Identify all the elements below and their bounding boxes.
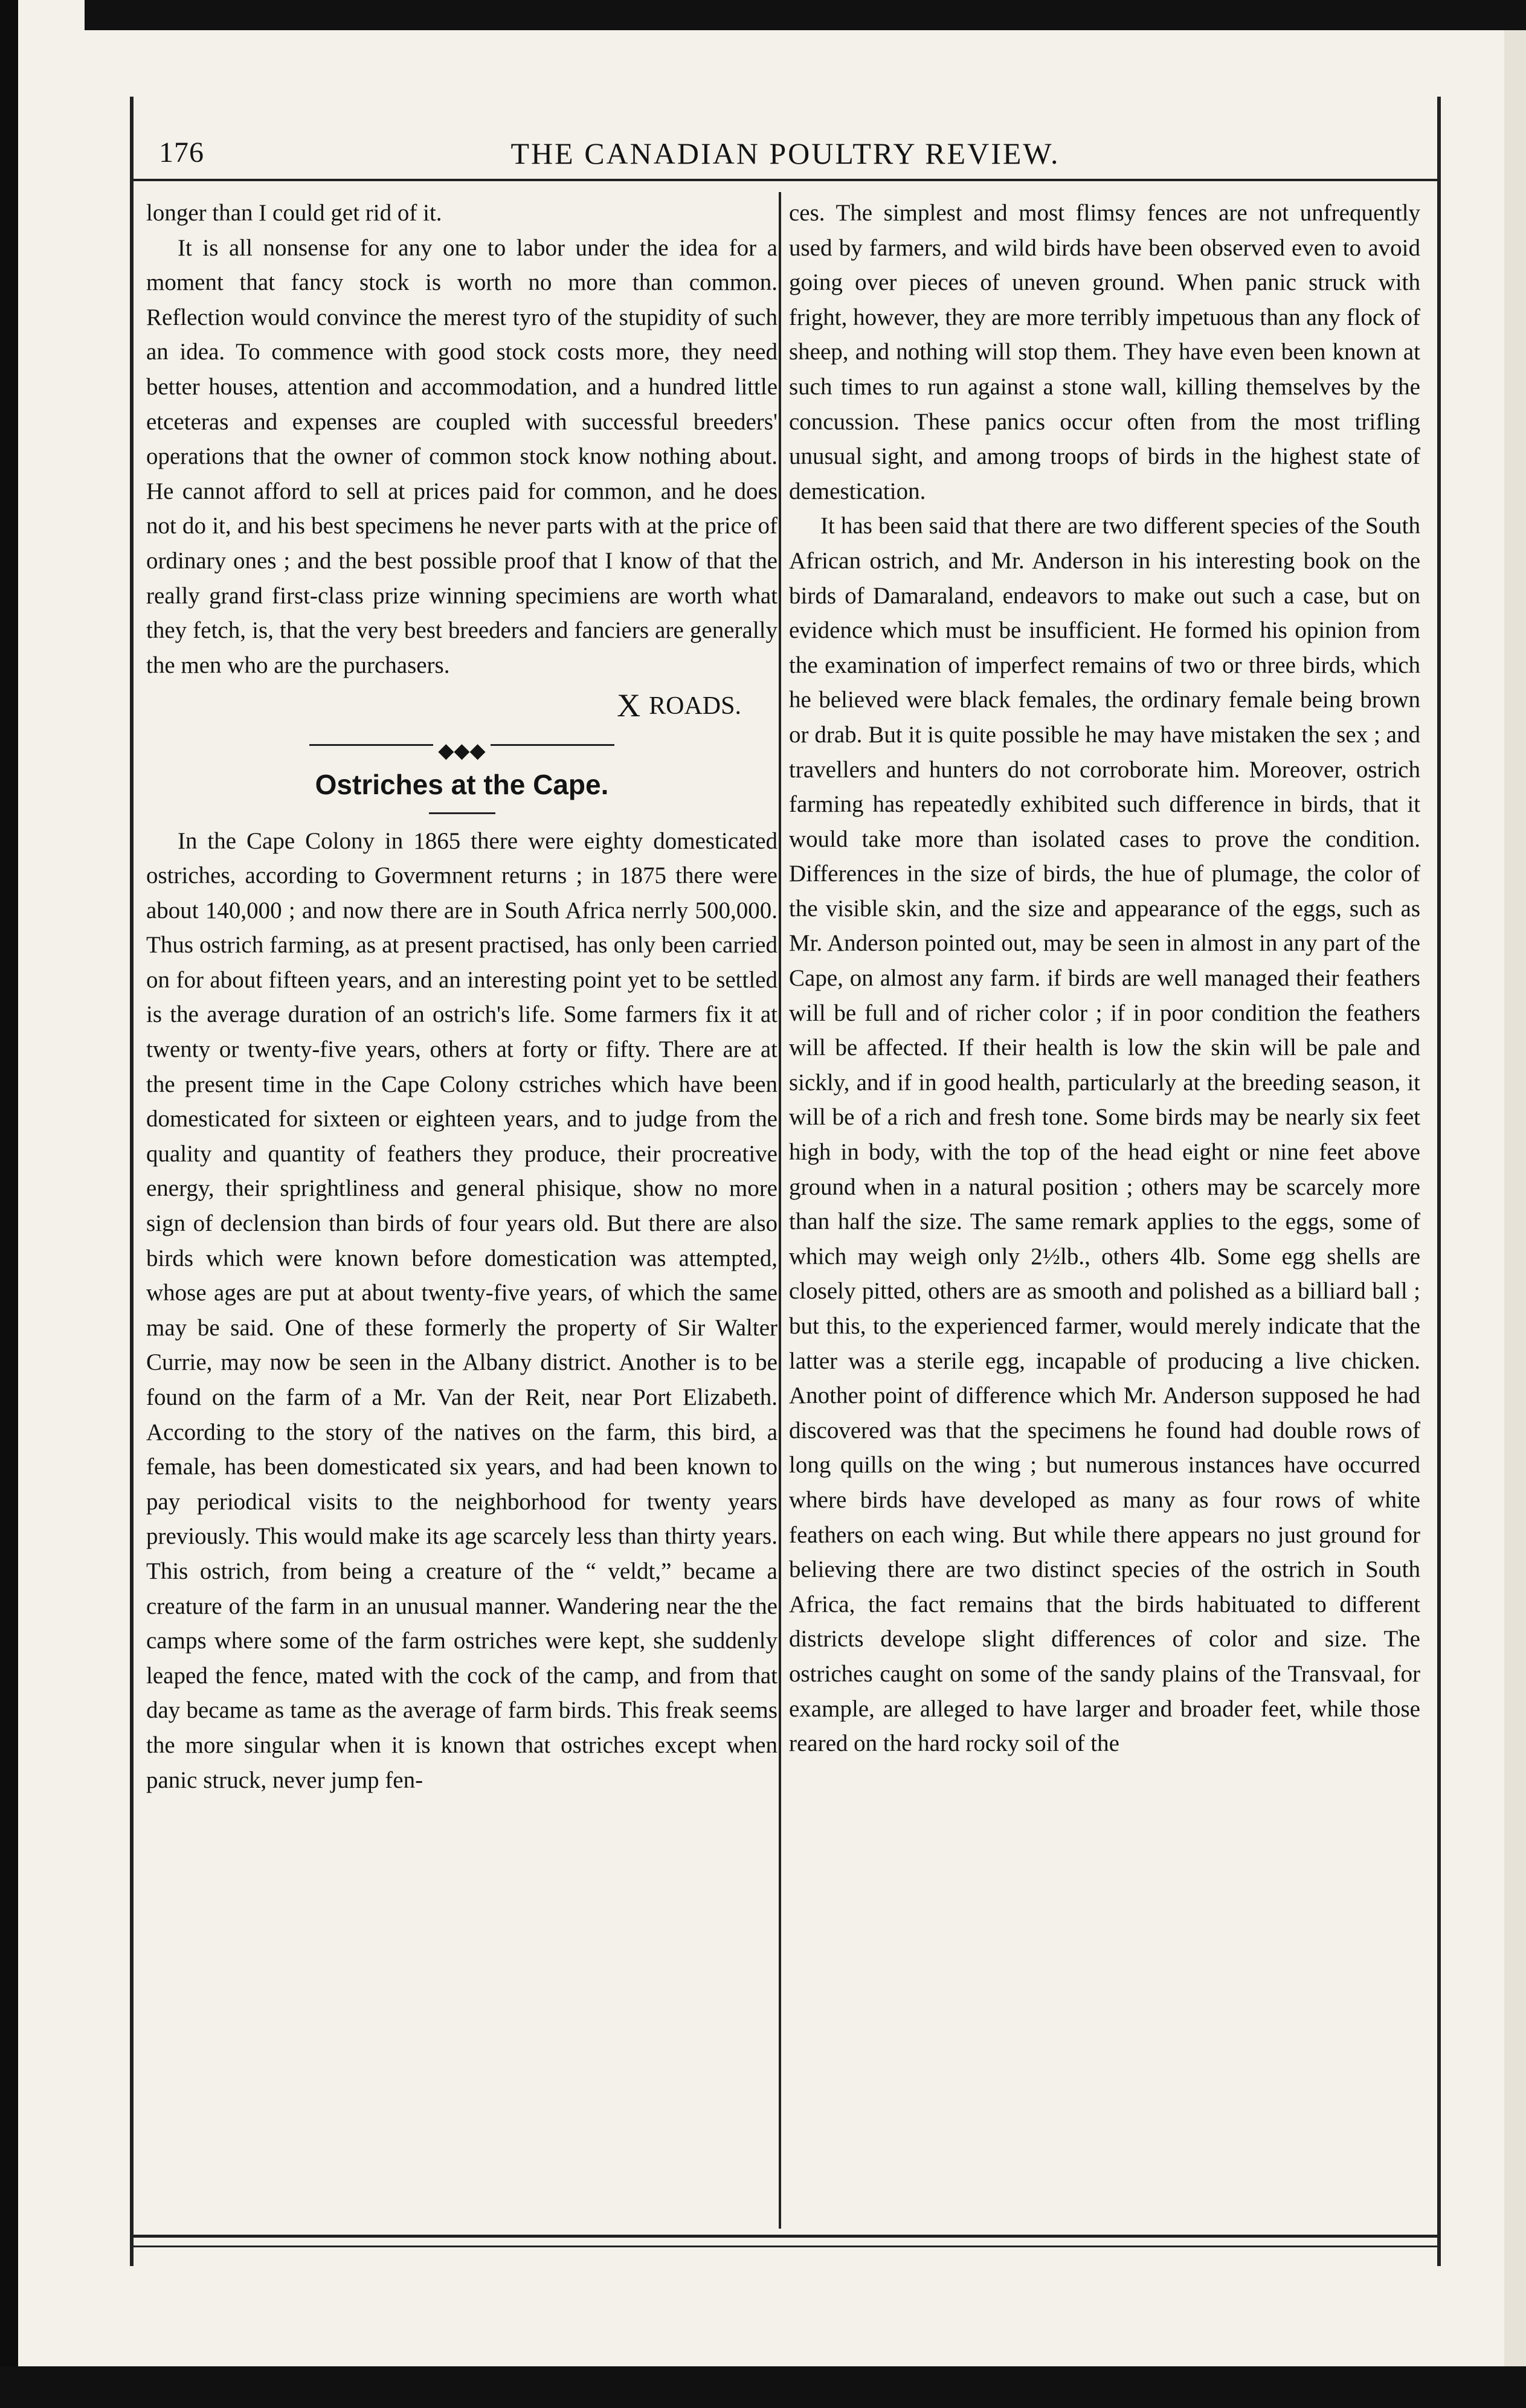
section-divider — [146, 733, 777, 762]
page-number: 176 — [159, 136, 204, 169]
author-signature — [146, 689, 777, 724]
scan-edge-bottom — [0, 2366, 1526, 2408]
divider-ornament-icon: ◆◆◆ — [433, 740, 490, 762]
page-header — [130, 130, 1441, 172]
right-column — [789, 196, 1420, 1761]
paragraph: ces. The simplest and most flimsy fences are not unfrequently used by farmers, and wild birds have been observed even to avoid going over pieces of uneven ground. When panic struck with fright, however, they are more terribly impetuous than any flock of sheep, and nothing will stop them. They have even been known at such times to run against a stone wall, killing themselves by the concussion. These panics occur often from the most trifling unusual sight, and among troops of birds in the highest state of demestication. — [789, 200, 1420, 504]
scan-edge-left — [0, 0, 18, 2408]
footer-rule — [130, 2235, 1441, 2238]
column-divider — [779, 192, 781, 2229]
article-title: Ostriches at the Cape. — [315, 768, 609, 800]
x-mark: X — [617, 687, 641, 724]
title-rule — [429, 812, 495, 814]
paragraph: It has been said that there are two different species of the South African ostrich, and Mr. Anderson in his interesting book on the birds of Damaraland, endeavors to make out such a case, but on evidence which must be insufficient. He formed his opinion from the examination of imperfect remains of two or three birds, which he believed were black females, the ordinary female being brown or drab. But it is quite possible he may have mistaken the sex ; and travellers and hunters do not corroborate him. Moreover, ostrich farming has repeatedly exhibited such difference in birds, that it would take more than isolated cases to prove the condition. Differences in the size of birds, the hue of plumage, the color of the visible skin, and the size and appearance of the eggs, such as Mr. Anderson pointed out, may be seen in almost in any part of the Cape, on almost any farm. if birds are well managed their feathers will be full and of richer color ; if in poor condition the feathers will be affected. If their health is low the skin will be pale and sickly, and if in good health, particularly at the breeding season, it will be of a rich and fresh tone. Some birds may be nearly six feet high in body, with the top of the head eight or nine feet above ground when in a natural position ; others may be scarcely more than half the size. The same remark applies to the eggs, some of which may weigh only 2½lb., others 4lb. Some egg shells are closely pitted, others are as smooth and polished as a billiard ball ; but this, to the experienced farmer, would merely indicate that the latter was a sterile egg, incapable of producing a live chicken. Another point of difference which Mr. Anderson supposed he had discovered was that the specimens he found had double rows of long quills on the wing ; but numerous instances have occurred where birds have developed as many as four rows of white feathers on each wing. But while there appears no just ground for believing there are two distinct species of the ostrich in South Africa, the fact remains that the birds habituated to different districts develope slight differences of color and size. The ostriches caught on some of the sandy plains of the Transvaal, for example, are alleged to have larger and broader feet, while those reared on the hard rocky soil of the — [789, 513, 1420, 1757]
header-rule — [130, 179, 1441, 181]
paragraph: It is all nonsense for any one to labor under the idea for a moment that fancy stock is worth no more than common. Reflection would convince the merest tyro of the stupidity of such an idea. To commence with good stock costs more, they need better houses, attention and accommodation, and a hundred little etceteras and expenses are coupled with successful breeders' operations that the owner of common stock know nothing about. He cannot afford to sell at prices paid for common, and he does not do it, and his best specimens he never parts with at the price of ordinary ones ; and the best possible proof that I know of that the really grand first-class prize winning specimiens are worth what they fetch, is, that the very best breeders and fanciers are generally the men who are the purchasers. — [146, 234, 777, 678]
signature-name: ROADS. — [649, 692, 741, 721]
scan-edge-top — [85, 0, 1526, 30]
left-column — [146, 196, 777, 1797]
running-head: THE CANADIAN POULTRY REVIEW. — [510, 136, 1060, 170]
footer-rule — [130, 2246, 1441, 2247]
paragraph: longer than I could get rid of it. — [146, 200, 442, 226]
scan-edge-right — [1504, 30, 1526, 2366]
paragraph: In the Cape Colony in 1865 there were eighty domesticated ostriches, according to Govermnent returns ; in 1875 there were about 140,000 ; and now there are in South Africa nerrly 500,000. Thus ostrich farming, as at present practised, has only been carried on for about fifteen years, and an interesting point yet to be settled is the average duration of an ostrich's life. Some farmers fix it at twenty or twenty-five years, others at forty or fifty. There are at the present time in the Cape Colony cstriches which have been domesticated for sixteen or eighteen years, and to judge from the quality and quantity of feathers they produce, their procreative energy, their sprightliness and general phisique, show no more sign of declension than birds of four years old. But there are also birds which were known before domestication was attempted, whose ages are put at about twenty-five years, of which the same may be said. One of these formerly the property of Sir Walter Currie, may now be seen in the Albany district. Another is to be found on the farm of a Mr. Van der Reit, near Port Elizabeth. According to the story of the natives on the farm, this bird, a female, has been domesticated six years, and had been known to pay periodical visits to the neighborhood for twenty years previously. This would make its age scarcely less than thirty years. This ostrich, from being a creature of the “ veldt,” became a creature of the farm in an unusual manner. Wandering near the the camps where some of the farm ostriches were kept, she suddenly leaped the fence, mated with the cock of the camp, and from that day became as tame as the average of farm birds. This freak seems the more singular when it is known that ostriches except when panic struck, never jump fen- — [146, 827, 777, 1793]
